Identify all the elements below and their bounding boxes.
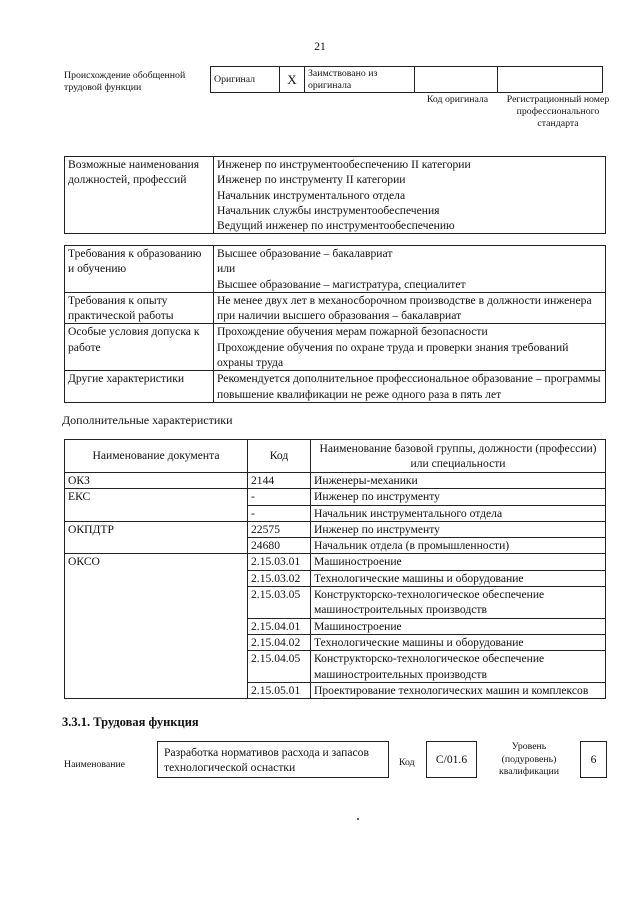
reg-number-label: Регистрационный номер профессионального стандарта xyxy=(506,94,610,130)
table-row: ОКПДТР 22575 Инженер по инструменту xyxy=(65,521,606,537)
labor-function-name: Разработка нормативов расхода и запасов технологической оснастки xyxy=(157,741,389,778)
additional-characteristics-table xyxy=(64,439,606,699)
header-document: Наименование документа xyxy=(65,440,248,473)
additional-characteristics-caption: Дополнительные характеристики xyxy=(62,413,233,427)
original-mark-cell: X xyxy=(280,67,305,93)
other-characteristics-value: Рекомендуется дополнительное профессиональное образование – программы повышение квалификации не реже одного раза в пять лет xyxy=(214,371,606,403)
position-item: Начальник инструментального отдела xyxy=(217,188,406,202)
reg-number-cell xyxy=(498,67,603,93)
table-row: 2.15.04.05 Конструкторско-технологическое обеспечение машиностроительных производств xyxy=(65,651,606,683)
experience-value: Не менее двух лет в механосборочном производстве в должности инженера при наличии высшего образования – бакалавриат xyxy=(214,292,606,324)
positions-table xyxy=(64,156,606,234)
code-label: Код xyxy=(399,757,415,768)
name-label: Наименование xyxy=(64,759,126,770)
special-conditions-value: Прохождение обучения мерам пожарной безопасности Прохождение обучения по охране труда и проверки знания требований охраны труда xyxy=(214,324,606,371)
original-label-cell: Оригинал xyxy=(211,67,280,93)
special-conditions-label: Особые условия допуска к работе xyxy=(65,324,214,371)
page-number: 21 xyxy=(314,41,326,53)
position-item: Инженер по инструментообеспечению II категории xyxy=(217,158,471,171)
table-row: 2.15.03.02 Технологические машины и оборудование xyxy=(65,570,606,586)
table-row: 2.15.03.05 Конструкторско-технологическое обеспечение машиностроительных производств xyxy=(65,587,606,619)
table-row: ОКСО 2.15.03.01 Машиностроение xyxy=(65,554,606,570)
position-item: Начальник службы инструментообеспечения xyxy=(217,203,440,217)
header-name: Наименование базовой группы, должности (профессии) или специальности xyxy=(311,440,606,473)
education-value: Высшее образование – бакалавриат или Высшее образование – магистратура, специалитет xyxy=(214,246,606,293)
qualification-level-value: 6 xyxy=(580,741,607,778)
code-original-cell xyxy=(415,67,498,93)
position-item: Инженер по инструменту II категории xyxy=(217,173,406,187)
origin-table xyxy=(210,66,603,93)
table-row: - Начальник инструментального отдела xyxy=(65,505,606,521)
positions-label: Возможные наименования должностей, профессий xyxy=(65,157,214,234)
positions-list xyxy=(214,157,606,234)
experience-label: Требования к опыту практической работы xyxy=(65,292,214,324)
labor-function-heading: 3.3.1. Трудовая функция xyxy=(62,715,199,729)
borrowed-label-cell: Заимствовано из оригинала xyxy=(305,67,415,93)
position-item: Ведущий инженер по инструментообеспечению xyxy=(217,219,455,233)
table-row: 2.15.04.01 Машиностроение xyxy=(65,618,606,634)
table-row: 2.15.05.01 Проектирование технологических машин и комплексов xyxy=(65,682,606,698)
code-original-label: Код оригинала xyxy=(426,94,489,105)
requirements-table xyxy=(64,245,606,403)
labor-function-code: C/01.6 xyxy=(426,741,477,778)
table-row: 2.15.04.02 Технологические машины и оборудование xyxy=(65,634,606,650)
header-code: Код xyxy=(248,440,311,473)
qualification-level-label: Уровень (подуровень) квалификации xyxy=(498,741,560,778)
education-label: Требования к образованию и обучению xyxy=(65,246,214,293)
table-row: ОКЗ 2144 Инженеры-механики xyxy=(65,473,606,489)
table-row: ЕКС - Инженер по инструменту xyxy=(65,489,606,505)
table-row: 24680 Начальник отдела (в промышленности) xyxy=(65,538,606,554)
scan-dot xyxy=(357,818,359,820)
origin-label: Происхождение обобщенной трудовой функции xyxy=(64,70,186,94)
other-characteristics-label: Другие характеристики xyxy=(65,371,214,403)
